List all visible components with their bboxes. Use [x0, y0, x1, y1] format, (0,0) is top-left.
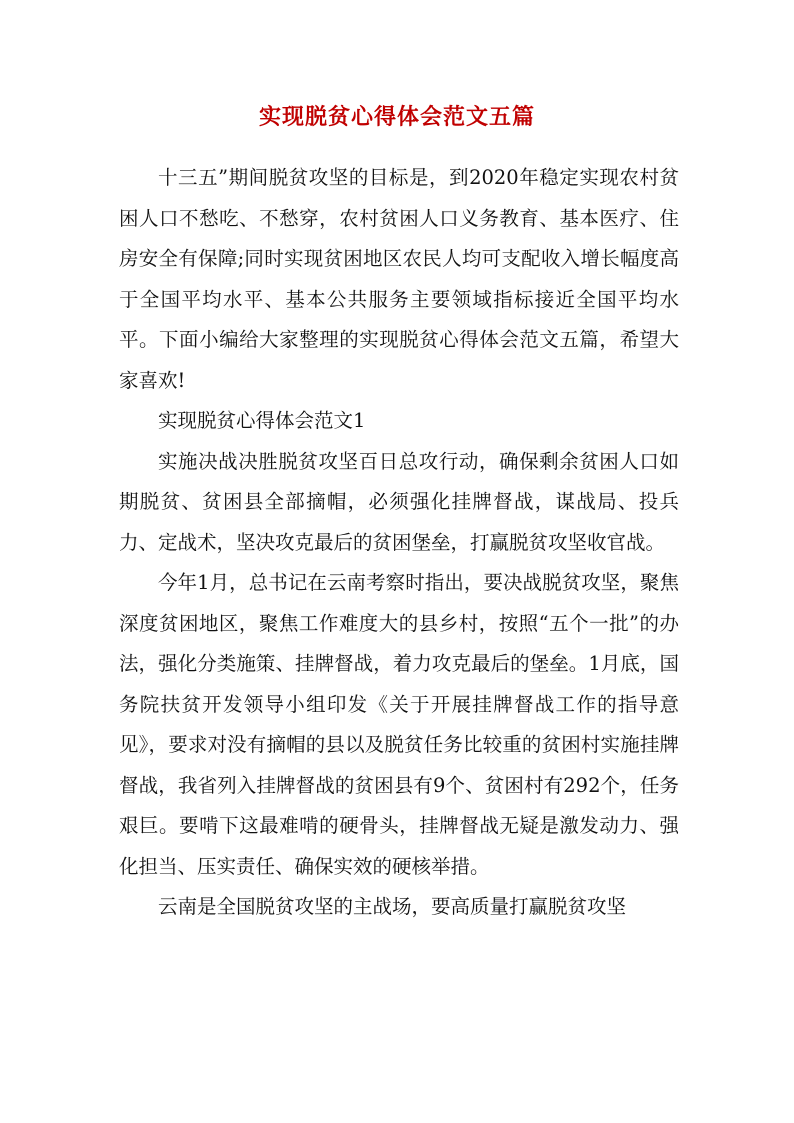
intro-paragraph: 十三五”期间脱贫攻坚的目标是，到2020年稳定实现农村贫困人口不愁吃、不愁穿，农村贫困人口义务教育、基本医疗、住房安全有保障;同时实现贫困地区农民人均可支配收入增长幅度高于全国平均水平、基本公共服务主要领域指标接近全国平均水平。下面小编给大家整理的实现脱贫心得体会范文五篇，希望大家喜欢! [119, 166, 679, 392]
document-body [119, 158, 679, 928]
document-title: 实现脱贫心得体会范文五篇 [258, 104, 535, 130]
section-heading-1: 实现脱贫心得体会范文1 [158, 409, 366, 432]
body-paragraph: 实施决战决胜脱贫攻坚百日总攻行动，确保剩余贫困人口如期脱贫、贫困县全部摘帽，必须强化挂牌督战，谋战局、投兵力、定战术，坚决攻克最后的贫困堡垒，打赢脱贫攻坚收官战。 [119, 449, 679, 554]
body-paragraph: 今年1月，总书记在云南考察时指出，要决战脱贫攻坚，聚焦深度贫困地区，聚焦工作难度大的县乡村，按照“五个一批”的办法，强化分类施策、挂牌督战，着力攻克最后的堡垒。1月底，国务院扶贫开发领导小组印发《关于开展挂牌督战工作的指导意见》，要求对没有摘帽的县以及脱贫任务比较重的贫困村实施挂牌督战，我省列入挂牌督战的贫困县有9个、贫困村有292个，任务艰巨。要啃下这最难啃的硬骨头，挂牌督战无疑是激发动力、强化担当、压实责任、确保实效的硬核举措。 [119, 571, 679, 878]
body-paragraph: 云南是全国脱贫攻坚的主战场，要高质量打赢脱贫攻坚 [158, 895, 627, 918]
